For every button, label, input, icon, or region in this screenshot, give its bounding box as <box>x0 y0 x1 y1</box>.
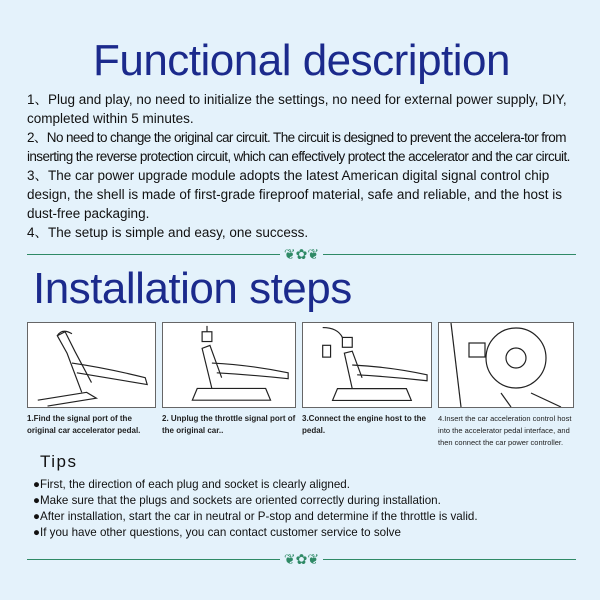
tip-item: ●After installation, start the car in neutral or P-stop and determine if the throttle is valid. <box>33 510 478 523</box>
divider <box>27 551 576 567</box>
steps-row <box>27 322 576 449</box>
divider-line <box>323 254 576 255</box>
floral-ornament-icon: ❦✿❦ <box>283 246 320 262</box>
step-3-caption: 3.Connect the engine host to the pedal. <box>302 414 427 435</box>
tip-item: ●If you have other questions, you can contact customer service to solve <box>33 526 401 539</box>
divider-line <box>323 559 576 560</box>
step-1-image <box>27 322 156 408</box>
step-2-image <box>162 322 296 408</box>
tips-title: Tips <box>40 452 78 471</box>
functional-item: 4、The setup is simple and easy, one success. <box>27 225 309 240</box>
step-2-caption: 2. Unplug the throttle signal port of the original car.. <box>162 414 296 435</box>
tips-list <box>33 477 576 541</box>
divider-line <box>27 559 280 560</box>
step-4 <box>438 322 574 449</box>
divider-line <box>27 254 280 255</box>
step-1 <box>27 322 156 449</box>
functional-item: 1、Plug and play, no need to initialize the settings, no need for external power supply, DIY, completed within 5 minutes. <box>27 92 567 126</box>
functional-item: 2、No need to change the original car circuit. The circuit is designed to prevent the accelera-tor from inserting the reverse protection circuit, which can effectively protect the accelerator and the car circuit. <box>27 130 570 164</box>
functional-list <box>27 90 576 242</box>
step-3 <box>302 322 432 449</box>
functional-item: 3、The car power upgrade module adopts the latest American digital signal control chip design, the shell is made of first-grade fireproof material, safe and reliable, and the host is dust-free packaging. <box>27 168 563 221</box>
step-1-caption: 1.Find the signal port of the original car accelerator pedal. <box>27 414 141 435</box>
installation-title: Installation steps <box>33 264 352 313</box>
step-3-image <box>302 322 432 408</box>
step-4-caption: 4.Insert the car acceleration control host into the accelerator pedal interface, and then connect the car power controller. <box>438 414 572 447</box>
divider <box>27 246 576 262</box>
step-2 <box>162 322 296 449</box>
tip-item: ●First, the direction of each plug and socket is clearly aligned. <box>33 478 350 491</box>
floral-ornament-icon: ❦✿❦ <box>283 551 320 567</box>
functional-title: Functional description <box>92 36 510 85</box>
step-4-image <box>438 322 574 408</box>
tip-item: ●Make sure that the plugs and sockets are oriented correctly during installation. <box>33 494 441 507</box>
